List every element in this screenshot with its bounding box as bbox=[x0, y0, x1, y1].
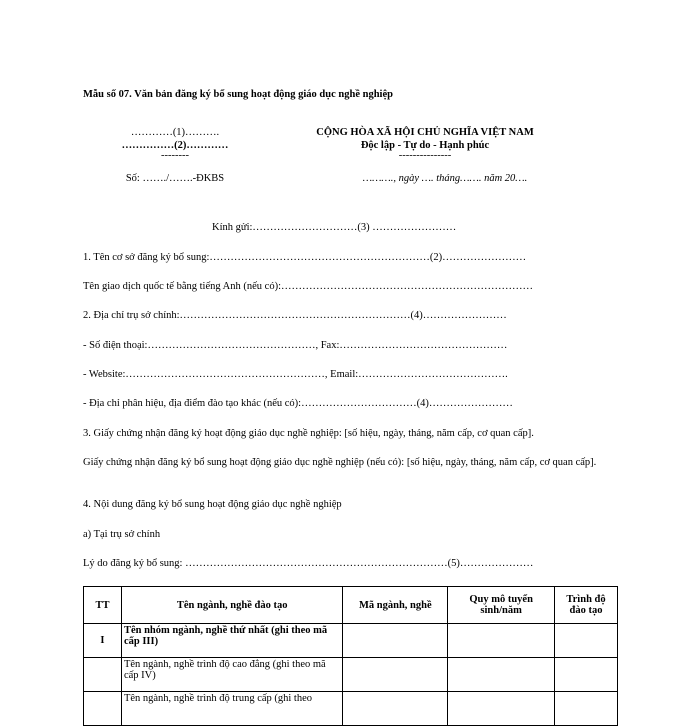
national-motto: Độc lập - Tự do - Hạnh phúc bbox=[360, 140, 490, 151]
field-supplementary-certificate: Giấy chứng nhận đăng ký bổ sung hoạt động giáo dục nghề nghiệp (nếu có): [số hiệu, ngày, tháng, năm cấp, cơ quan cấp]. bbox=[83, 457, 597, 468]
header-level: Trình độ đào tạo bbox=[555, 587, 618, 624]
issuer-block bbox=[100, 126, 250, 185]
header-quota: Quy mô tuyển sinh/năm bbox=[448, 587, 555, 624]
header-code: Mã ngành, nghề bbox=[343, 587, 448, 624]
issuer-line-1: …………(1)………. bbox=[130, 127, 220, 138]
row-name: Tên nhóm ngành, nghề thứ nhất (ghi theo mã cấp III) bbox=[121, 624, 342, 658]
row-tt bbox=[84, 692, 122, 726]
row-code bbox=[343, 692, 448, 726]
table-row bbox=[84, 624, 618, 658]
row-quota bbox=[448, 692, 555, 726]
row-tt: I bbox=[84, 624, 122, 658]
form-title: Mẫu số 07. Văn bản đăng ký bổ sung hoạt động giáo dục nghề nghiệp bbox=[83, 89, 393, 100]
field-website-email: - Website:…………………………………………………, Email:……………………………………. bbox=[83, 369, 508, 380]
national-header bbox=[290, 126, 560, 185]
row-name: Tên ngành, nghề trình độ cao đẳng (ghi theo mã cấp IV) bbox=[121, 658, 342, 692]
row-name: Tên ngành, nghề trình độ trung cấp (ghi theo bbox=[121, 692, 342, 726]
national-title: CỘNG HÒA XÃ HỘI CHỦ NGHĨA VIỆT NAM bbox=[316, 127, 534, 138]
field-reason: Lý do đăng ký bổ sung: …………………………………………………………………(5)………………… bbox=[83, 558, 534, 569]
issuer-line-2: ……………(2)………… bbox=[121, 140, 229, 151]
place-date: ………., ngày …. tháng……. năm 20…. bbox=[362, 173, 528, 184]
row-level bbox=[555, 658, 618, 692]
row-level bbox=[555, 624, 618, 658]
row-level bbox=[555, 692, 618, 726]
header-tt: TT bbox=[84, 587, 122, 624]
training-table bbox=[83, 586, 618, 726]
field-head-office: 2. Địa chỉ trụ sở chính:…………………………………………………………(4)…………………… bbox=[83, 310, 507, 321]
row-code bbox=[343, 624, 448, 658]
kinh-gui-line: Kính gửi:…………………………(3) …………………… bbox=[212, 222, 457, 233]
table-header-row bbox=[84, 587, 618, 624]
field-english-name: Tên giao dịch quốc tế bằng tiếng Anh (nếu có):……………………………………………………………… bbox=[83, 281, 533, 292]
row-quota bbox=[448, 658, 555, 692]
field-registration-certificate: 3. Giấy chứng nhận đăng ký hoạt động giáo dục nghề nghiệp: [số hiệu, ngày, tháng, năm cấp, cơ quan cấp]. bbox=[83, 428, 534, 439]
table-row bbox=[84, 692, 618, 726]
row-quota bbox=[448, 624, 555, 658]
row-tt bbox=[84, 658, 122, 692]
table-row bbox=[84, 658, 618, 692]
section-4a-heading: a) Tại trụ sở chính bbox=[83, 529, 161, 540]
field-facility-name: 1. Tên cơ sở đăng ký bổ sung:………………………………………………………(2)…………………… bbox=[83, 252, 527, 263]
national-separator: --------------- bbox=[398, 150, 452, 161]
section-4-heading: 4. Nội dung đăng ký bổ sung hoạt động giáo dục nghề nghiệp bbox=[83, 499, 342, 510]
field-branch-address: - Địa chỉ phân hiệu, địa điểm đào tạo khác (nếu có):……………………………(4)…………………… bbox=[83, 398, 513, 409]
issuer-separator: -------- bbox=[161, 150, 189, 161]
header-name: Tên ngành, nghề đào tạo bbox=[121, 587, 342, 624]
document-number: Số: ……./…….-ĐKBS bbox=[125, 173, 225, 184]
row-code bbox=[343, 658, 448, 692]
field-phone-fax: - Số điện thoại:…………………………………………, Fax:………………………………………… bbox=[83, 340, 508, 351]
